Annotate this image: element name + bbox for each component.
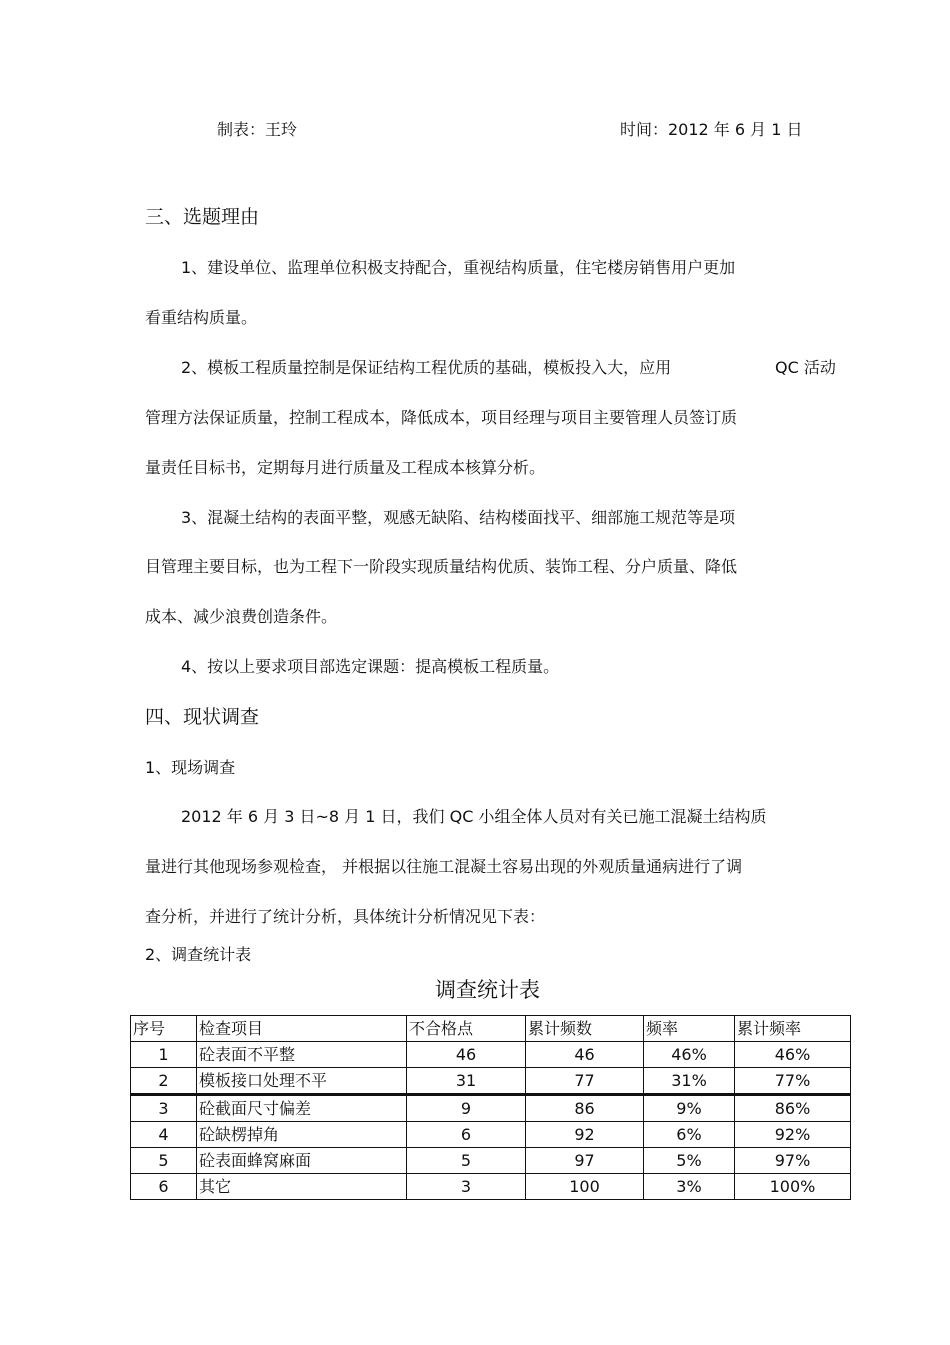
section3-p1-line2: 看重结构质量。 — [145, 308, 258, 327]
cell-cum-freq: 86% — [735, 1095, 851, 1122]
cell-seq: 4 — [131, 1122, 197, 1148]
cell-item: 其它 — [197, 1174, 407, 1200]
cell-freq: 9% — [644, 1095, 735, 1122]
maker-label: 制表：王玲 — [217, 120, 298, 139]
cell-seq: 1 — [131, 1042, 197, 1068]
section3-p1-line1: 1、建设单位、监理单位积极支持配合，重视结构质量，住宅楼房销售用户更加 — [181, 258, 736, 277]
cell-seq: 5 — [131, 1148, 197, 1174]
cell-freq: 5% — [644, 1148, 735, 1174]
table-row — [131, 1148, 851, 1174]
cell-cum-freq: 92% — [735, 1122, 851, 1148]
section3-p3-line1: 3、混凝土结构的表面平整，观感无缺陷、结构楼面找平、细部施工规范等是项 — [181, 508, 736, 527]
section4-sub1: 1、现场调查 — [145, 758, 236, 777]
table-row — [131, 1122, 851, 1148]
section4-title: 四、现状调查 — [145, 706, 260, 728]
header-cell-defects: 不合格点 — [407, 1016, 526, 1042]
section3-p3-line3: 成本、减少浪费创造条件。 — [145, 607, 338, 626]
cell-cum-count: 97 — [526, 1148, 644, 1174]
table-row — [131, 1042, 851, 1068]
cell-item: 砼缺楞掉角 — [197, 1122, 407, 1148]
section3-title: 三、选题理由 — [145, 206, 260, 228]
cell-freq: 6% — [644, 1122, 735, 1148]
header-cell-cum-freq: 累计频率 — [735, 1016, 851, 1042]
cell-cum-count: 77 — [526, 1068, 644, 1095]
header-cell-item: 检查项目 — [197, 1016, 407, 1042]
section3-p2-line1: 2、模板工程质量控制是保证结构工程优质的基础，模板投入大，应用 — [181, 358, 672, 377]
cell-seq: 2 — [131, 1068, 197, 1095]
cell-item: 砼表面不平整 — [197, 1042, 407, 1068]
header-cell-freq: 频率 — [644, 1016, 735, 1042]
cell-cum-count: 86 — [526, 1095, 644, 1122]
cell-defects: 3 — [407, 1174, 526, 1200]
cell-cum-count: 92 — [526, 1122, 644, 1148]
table-header-row — [131, 1016, 851, 1042]
cell-defects: 9 — [407, 1095, 526, 1122]
time-label: 时间：2012 年 6 月 1 日 — [620, 120, 803, 139]
cell-freq: 31% — [644, 1068, 735, 1095]
table-row — [131, 1095, 851, 1122]
section4-s1-line2: 量进行其他现场参观检查， 并根据以往施工混凝土容易出现的外观质量通病进行了调 — [145, 857, 743, 876]
cell-cum-count: 100 — [526, 1174, 644, 1200]
cell-cum-freq: 97% — [735, 1148, 851, 1174]
table-title: 调查统计表 — [435, 978, 540, 1002]
section3-p2-line3: 量责任目标书，定期每月进行质量及工程成本核算分析。 — [145, 458, 546, 477]
cell-cum-count: 46 — [526, 1042, 644, 1068]
cell-item: 模板接口处理不平 — [197, 1068, 407, 1095]
section3-p3-line2: 目管理主要目标，也为工程下一阶段实现质量结构优质、装饰工程、分户质量、降低 — [145, 557, 738, 576]
cell-defects: 31 — [407, 1068, 526, 1095]
header-cell-cum-count: 累计频数 — [526, 1016, 644, 1042]
section4-sub2: 2、调查统计表 — [145, 945, 252, 964]
table-row — [131, 1174, 851, 1200]
section3-p2-line2: 管理方法保证质量，控制工程成本，降低成本，项目经理与项目主要管理人员签订质 — [145, 408, 738, 427]
section3-p2-line1-qc: QC 活动 — [775, 358, 836, 377]
header-cell-seq: 序号 — [131, 1016, 197, 1042]
cell-defects: 5 — [407, 1148, 526, 1174]
table-row — [131, 1068, 851, 1095]
section3-p4: 4、按以上要求项目部选定课题：提高模板工程质量。 — [181, 657, 560, 676]
cell-seq: 6 — [131, 1174, 197, 1200]
cell-freq: 3% — [644, 1174, 735, 1200]
section4-s1-line1: 2012 年 6 月 3 日~8 月 1 日，我们 QC 小组全体人员对有关已施工混凝土结构质 — [181, 807, 767, 826]
cell-item: 砼表面蜂窝麻面 — [197, 1148, 407, 1174]
cell-cum-freq: 100% — [735, 1174, 851, 1200]
cell-item: 砼截面尺寸偏差 — [197, 1095, 407, 1122]
stats-table — [130, 1015, 851, 1200]
cell-cum-freq: 46% — [735, 1042, 851, 1068]
cell-defects: 6 — [407, 1122, 526, 1148]
cell-seq: 3 — [131, 1095, 197, 1122]
cell-cum-freq: 77% — [735, 1068, 851, 1095]
cell-defects: 46 — [407, 1042, 526, 1068]
section4-s1-line3: 查分析，并进行了统计分析，具体统计分析情况见下表： — [145, 907, 546, 926]
cell-freq: 46% — [644, 1042, 735, 1068]
